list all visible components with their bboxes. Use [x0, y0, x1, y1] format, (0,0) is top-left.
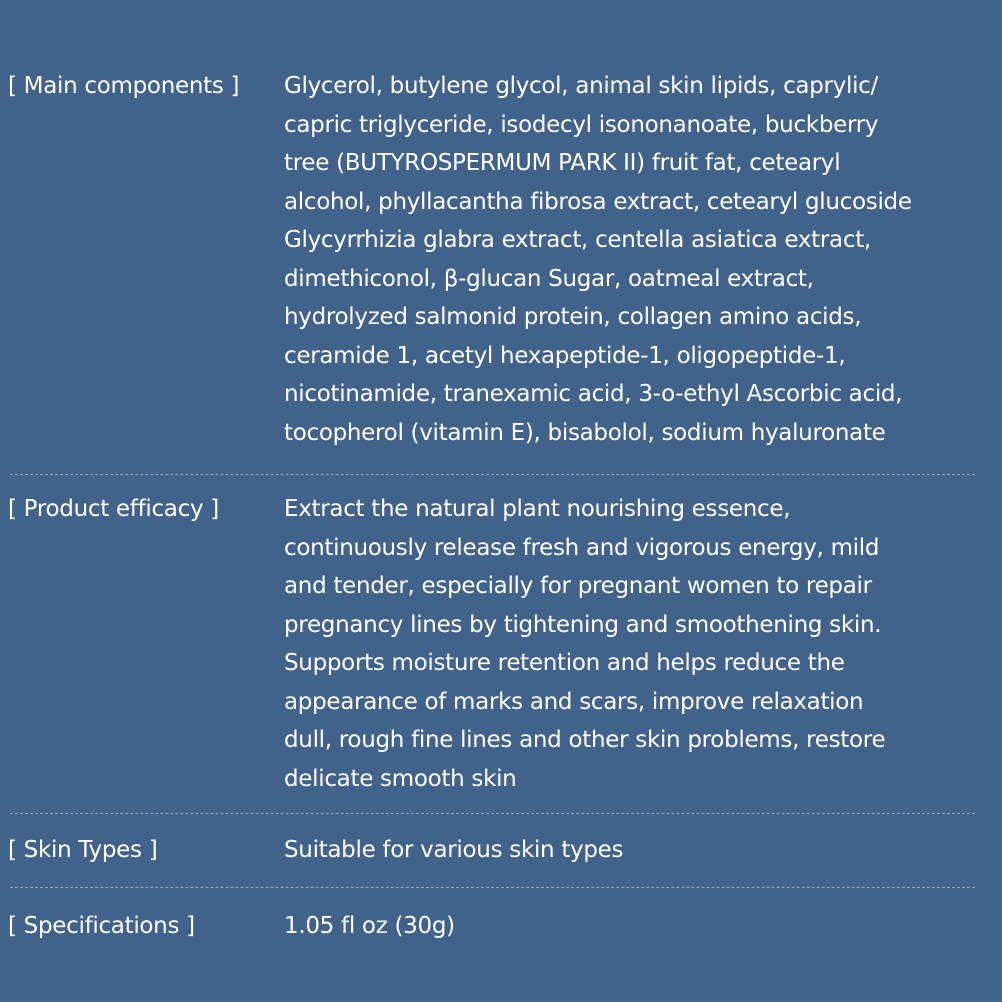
section-divider [10, 813, 975, 814]
product-efficacy-line: dull, rough fine lines and other skin problems, restore [284, 727, 886, 753]
main-components-line: nicotinamide, tranexamic acid, 3-o-ethyl Ascorbic acid, [284, 381, 903, 407]
section-divider [10, 887, 975, 888]
product-efficacy-value [284, 490, 885, 798]
specifications-label: [ Specifications ] [8, 913, 195, 939]
product-efficacy-line: appearance of marks and scars, improve relaxation [284, 688, 864, 715]
main-components-line: Glycerol, butylene glycol, animal skin lipids, caprylic/ [284, 73, 878, 99]
main-components-line: dimethiconol, β-glucan Sugar, oatmeal extract, [284, 265, 814, 292]
main-components-line: alcohol, phyllacantha fibrosa extract, cetearyl glucoside [284, 188, 912, 215]
main-components-label: [ Main components ] [8, 73, 240, 99]
product-efficacy-line: pregnancy lines by tightening and smoothening skin. [284, 611, 882, 638]
specifications-value: 1.05 fl oz (30g) [284, 913, 455, 939]
main-components-line: Glycyrrhizia glabra extract, centella asiatica extract, [284, 227, 871, 253]
main-components-line: hydrolyzed salmonid protein, collagen amino acids, [284, 304, 862, 330]
skin-types-label: [ Skin Types ] [8, 837, 158, 863]
product-efficacy-label: [ Product efficacy ] [8, 496, 219, 522]
section-divider [10, 474, 975, 475]
product-efficacy-line: continuously release fresh and vigorous energy, mild [284, 534, 880, 561]
main-components-line: tocopherol (vitamin E), bisabolol, sodium hyaluronate [284, 419, 886, 446]
main-components-value [284, 67, 912, 452]
skin-types-value: Suitable for various skin types [284, 837, 624, 863]
product-efficacy-line: delicate smooth skin [284, 765, 517, 792]
product-efficacy-line: Extract the natural plant nourishing essence, [284, 496, 791, 522]
product-efficacy-line: Supports moisture retention and helps reduce the [284, 650, 845, 676]
main-components-line: ceramide 1, acetyl hexapeptide-1, oligopeptide-1, [284, 342, 846, 369]
product-efficacy-line: and tender, especially for pregnant women to repair [284, 573, 872, 599]
main-components-line: capric triglyceride, isodecyl isononanoate, buckberry [284, 111, 879, 138]
main-components-line: tree (BUTYROSPERMUM PARK II) fruit fat, cetearyl [284, 150, 841, 176]
